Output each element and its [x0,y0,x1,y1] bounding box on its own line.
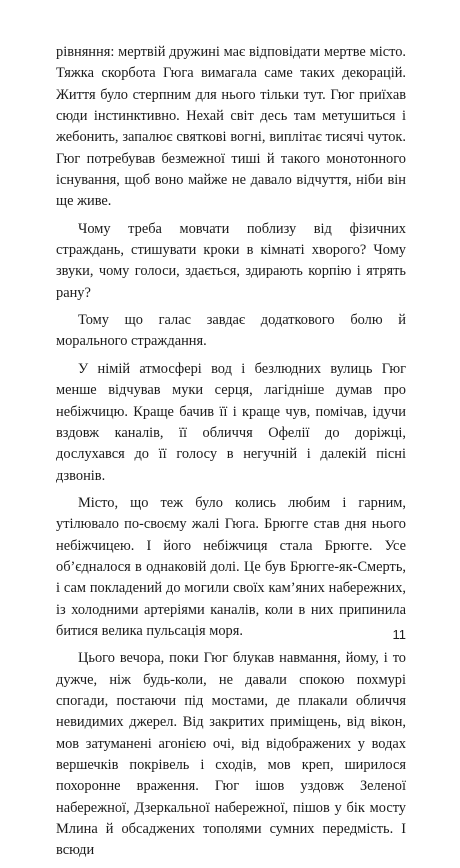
paragraph-continued: рівняння: мертвій дружині має відповідати мертве місто. Тяжка скорбота Гюга вимагала саме таких декорацій. Життя було стерпним для нього тільки тут. Гюг приїхав сюди інстинктивно. Нехай світ десь там метушиться і жебонить, запалює святкові вогні, виплітає тисячі чуток. Гюг потребував безмежної тиші й такого монотонного існування, щоб воно майже не давало відчуття, ніби він ще живе. [56,44,406,210]
paragraph: У німій атмосфері вод і безлюдних вулиць Гюг менше відчував муки серця, лагідніше думав про небіжчицю. Краще бачив її і краще чув, помічав, ідучи вздовж каналів, її обличчя Офелії до доріжці, дослухався до її голосу в негучній і далекій пісні дзвонів. [56,360,406,484]
body-text [56,42,406,868]
paragraph: Чому треба мовчати поблизу від фізичних страждань, стишувати кроки в кімнаті хворого? Чому звуки, чому голоси, здається, здирають корпію і ятрять рану? [56,220,406,301]
paragraph: Місто, що теж було колись любим і гарним, утілювало по-своєму жалі Гюга. Брюгге став дня нього небіжчицею. І його небіжчиця стала Брюгге. Усе об’єдналося в однаковій долі. Це був Брюгге-як-Смерть, і сам покладений до могили своїх кам’яних набережних, із холодними артеріями каналів, коли в них припинила битися велика пульсація моря. [56,494,406,639]
page-number: 11 [392,627,406,642]
paragraph: Цього вечора, поки Гюг блукав навмання, йому, і то дужче, ніж будь-коли, не давали спокою похмурі спогади, постаючи під мостами, де плакали обличчя невидимих джерел. Від закритих приміщень, від вікон, мов затуманені агонією очі, від відображених у водах вершечків покрівель і сходів, мов креп, ширилося похоронне враження. Гюг ішов уздовж Зеленої набережної, Дзеркальної набережної, пішов у бік мосту Млина й обсаджених тополями сумних передмість. І всюди [56,650,406,859]
paragraph: Тому що галас завдає додаткового болю й морального страждання. [56,312,406,350]
